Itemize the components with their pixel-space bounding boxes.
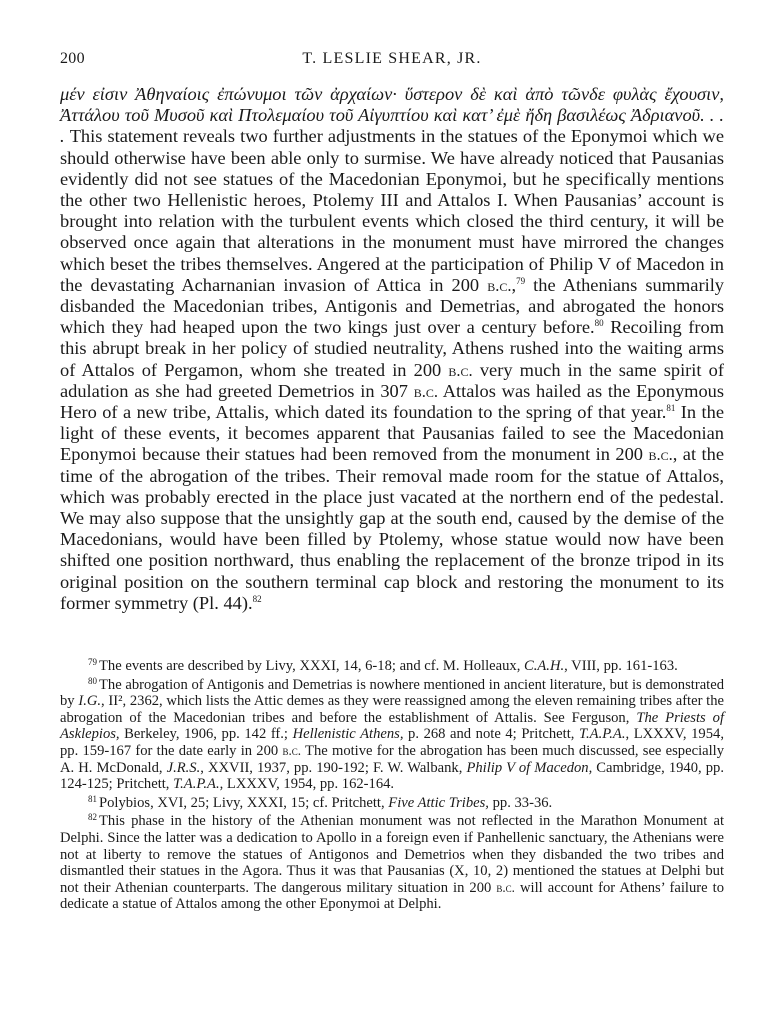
footnote-title: Philip V of Macedon, [466, 759, 593, 776]
footnote-number: 80 [88, 675, 97, 686]
footnote-79 [60, 658, 724, 675]
footnote-text: , LXXXV, 1954, pp. 162-164. [219, 776, 395, 793]
footnote-text: demonstrated by [60, 676, 724, 710]
footnote-title: I.G. [78, 693, 102, 710]
footnote-ref-81[interactable]: 81 [666, 403, 676, 414]
footnote-text: sanctuary, the Athenians were not at liberty to remove the statues of Antigonos and Demetrios [60, 829, 724, 863]
footnote-text: pp. 33-36. [488, 794, 553, 811]
footnote-text: , VIII, [564, 658, 600, 674]
body-paragraph [60, 84, 724, 614]
footnote-title: T.A.P.A. [173, 776, 220, 793]
footnote-text: , [200, 759, 204, 776]
era-abbrev: b.c. [496, 879, 515, 895]
footnote-text: This phase in the history of the Athenian monument was not reflected in the Marathon [99, 813, 638, 830]
footnote-text: XXVII, 1937, pp. 190-192; F. W. Walbank, [207, 759, 467, 776]
text-run: Recoiling from this abrupt break in her policy of studied neutrality, Athens rushed into the waiting arms of Attalos of Pergamon, whom she treated in 200 [60, 317, 724, 380]
footnote-title: The Priests of Asklepios, [60, 709, 724, 743]
footnote-text: when they disbanded the two tribes and dismantled their statues in the Agora. Thus it was that [60, 846, 724, 880]
footnote-ref-80[interactable]: 80 [594, 318, 604, 329]
page-header [60, 50, 724, 72]
greek-quote-line-1: μέν εἰσιν Ἀθηναίοις ἐπώνυμοι τῶν ἀρχαίων· ὕστερον δὲ καὶ ἀπὸ τῶνδε φυλὰς ἔχουσιν, [60, 84, 724, 104]
footnote-title: Five Attic Tribes, [388, 794, 489, 811]
footnote-text: The abrogation of Antigonis and Demetrias is nowhere mentioned in ancient literature, but is [99, 676, 642, 693]
footnote-text: Attalos among the other Eponymoi at Delphi. [175, 896, 442, 913]
footnote-81 [60, 795, 724, 812]
footnote-title: C.A.H. [524, 658, 565, 674]
footnote-text: p. 268 and note 4; Pritchett, [408, 726, 579, 743]
footnote-text: Pausanias (X, 10, 2) mentioned the statues at Delphi but not their Athenian counterparts. The [60, 863, 724, 896]
text-run: Attalos was hailed as the Eponymous Hero of a new tribe, Attalis, which dated its foundation to the spring of that year. [60, 380, 725, 423]
footnote-80 [60, 677, 724, 793]
footnote-text: will account for Athens’ failure to dedicate a statue of [60, 879, 724, 913]
footnote-text: Monument at Delphi. Since the latter was a dedication to Apollo in a foreign even if Panhellenic [60, 813, 724, 846]
footnote-number: 81 [88, 793, 97, 804]
era-abbrev: b.c. [413, 381, 438, 401]
greek-quote-line-2: Ἀττάλου τοῦ Μυσοῦ καὶ Πτολεμαίου τοῦ Αἰγυπτίου καὶ κατ’ ἐμὲ ἤδη βασιλέως Ἀδριανοῦ. . . . [60, 105, 724, 147]
text-run: This statement reveals two further adjustments in the statues of the Eponymoi which we should otherwise have been able only to surmise. We have already noticed that Pausanias evidently did not see statues of the Macedonian Eponymoi, but he specifically mentions the other two Hellenistic heroes, Ptolemy III and Attalos I. When Pausanias’ account is brought into relation with the turbulent events which closed the third century, it will be observed once again that alterations in the monument must have mirrored the changes which beset the tribes themselves. Angered at the participation of Philip V of Macedon in the devastating Acharnanian invasion of Attica in 200 [60, 126, 724, 295]
footnote-ref-82[interactable]: 82 [252, 593, 262, 604]
footnote-title: Hellenistic Athens, [292, 726, 404, 743]
text-run: , at the time of the abrogation of the tribes. Their removal made room for the statue of Attalos, which was probably erected in the place just vacated at the northern end of the pedestal. We may also suppose that the unsightly gap at the south end, caused by the demise of the Macedonians, would have been filled by Ptolemy, whose statue would now have been shifted one position northward, thus enabling the replacement of the bronze tripod in its original position on the southern terminal cap block and restoring the monument to its former symmetry (Pl. 44). [60, 444, 724, 613]
footnote-text: , LXXXV, 1954, pp. 159-167 for the date early in 200 [60, 726, 724, 759]
footnote-text: Polybios, XVI, 25; Livy, XXXI, 15; cf. Pritchett, [99, 794, 389, 811]
footnotes [60, 658, 724, 915]
footnote-ref-79[interactable]: 79 [516, 275, 526, 286]
text-run: In the light of these events, it becomes apparent that Pausanias failed to see the Macedonian Eponymoi because their statues had been removed from the monument in 200 [60, 402, 725, 465]
footnote-text: dangerous military situation in 200 [281, 879, 497, 896]
footnote-text: , II², 2362, which lists the Attic demes as they were reassigned among the [101, 693, 532, 710]
footnote-text: The events are described by Livy, XXXI, 14, 6-18; and cf. M. Holleaux, [99, 658, 524, 674]
running-head: T. LESLIE SHEAR, JR. [302, 50, 482, 67]
text-run: very much in the same spirit of adulation as she had greeted Demetrios in 307 [60, 359, 725, 401]
text-run: the Athenians summarily disbanded the Macedonian tribes, Antigonis and Demetrias, and abrogated the honors which they had heaped upon the two kings just over a century before. [60, 274, 724, 338]
main-text [60, 84, 724, 614]
page-number: 200 [60, 50, 85, 67]
footnote-text: Pritchett, [116, 776, 174, 793]
text-run: , [511, 274, 517, 295]
footnote-text: eleven remaining tribes after the abrogation of the Macedonian tribes and before the establishment [60, 693, 724, 726]
footnote-number: 79 [88, 657, 97, 667]
era-abbrev: b.c. [448, 360, 473, 380]
era-abbrev: b.c. [648, 445, 673, 465]
era-abbrev: b.c. [282, 742, 302, 758]
footnote-text: Cambridge, 1940, pp. 124-125; [60, 759, 724, 793]
era-abbrev: b.c. [487, 275, 512, 295]
footnote-text: Berkeley, 1906, pp. 142 ff.; [119, 726, 293, 743]
footnote-title: T.A.P.A. [579, 726, 626, 743]
footnote-title: J.R.S. [166, 759, 201, 776]
footnote-text: of Attalis. See Ferguson, [475, 709, 637, 726]
footnote-text: The motive for the abrogation has been much discussed, see especially A. H. McDonald, [60, 742, 725, 776]
footnote-number: 82 [88, 812, 97, 823]
footnote-text: pp. 161-163. [603, 658, 678, 674]
footnote-82 [60, 813, 724, 913]
